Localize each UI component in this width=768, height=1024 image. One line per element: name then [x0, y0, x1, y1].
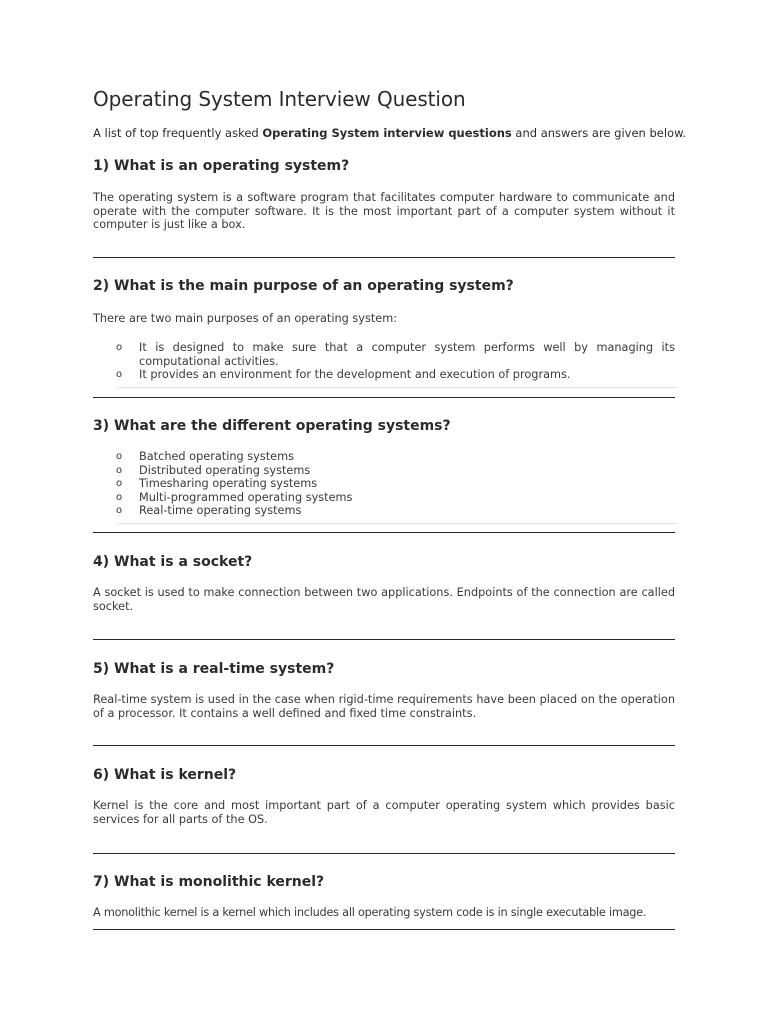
purpose-list — [93, 341, 675, 382]
question-7: 7) What is monolithic kernel? — [93, 874, 325, 890]
bullet-icon: o — [116, 342, 123, 353]
answer-7: A monolithic kernel is a kernel which includes all operating system code is in single executable image. — [93, 906, 647, 919]
list-item-text: It is designed to make sure that a computer system performs well by managing its computational activities. — [139, 341, 675, 368]
bullet-icon: o — [116, 369, 123, 380]
list-underline-2 — [116, 387, 677, 388]
list-item — [93, 450, 675, 464]
divider-5 — [93, 745, 675, 746]
list-item — [93, 341, 675, 368]
intro-prefix: A list of top frequently asked — [93, 126, 263, 140]
answer-6: Kernel is the core and most important part of a computer operating system which provides basic services for all parts of the OS. — [93, 799, 675, 826]
intro-suffix: and answers are given below. — [511, 126, 687, 140]
bullet-icon: o — [116, 478, 123, 489]
bullet-icon: o — [116, 491, 123, 503]
question-5: 5) What is a real-time system? — [93, 661, 335, 677]
list-underline-3 — [116, 523, 677, 524]
intro-bold: Operating System interview questions — [262, 126, 512, 140]
list-item — [93, 491, 675, 505]
list-item-text: Distributed operating systems — [139, 463, 311, 477]
answer-2: There are two main purposes of an operating system: — [93, 312, 398, 325]
list-item — [93, 477, 675, 491]
list-item-text: Real-time operating systems — [139, 504, 302, 517]
question-1: 1) What is an operating system? — [93, 158, 350, 174]
answer-5: Real-time system is used in the case when rigid-time requirements have been placed on the operation of a processor. It contains a well defined and fixed time constraints. — [93, 693, 675, 720]
question-4: 4) What is a socket? — [93, 554, 253, 570]
list-item — [93, 368, 675, 382]
question-2: 2) What is the main purpose of an operating system? — [93, 278, 514, 294]
list-item-text: Timesharing operating systems — [139, 477, 318, 490]
divider-3 — [93, 532, 675, 533]
os-types-list — [93, 450, 675, 518]
divider-7 — [93, 929, 675, 930]
intro-paragraph — [93, 126, 687, 141]
divider-4 — [93, 639, 675, 640]
answer-1: The operating system is a software program that facilitates computer hardware to communicate and operate with the computer software. It is the most important part of a computer system without it computer is just like a box. — [93, 191, 675, 231]
page-title: Operating System Interview Question — [93, 87, 466, 111]
list-item-text: Multi-programmed operating systems — [139, 490, 353, 504]
list-item-text: It provides an environment for the development and execution of programs. — [139, 368, 571, 381]
bullet-icon: o — [116, 505, 123, 516]
question-3: 3) What are the different operating systems? — [93, 418, 451, 434]
divider-6 — [93, 853, 675, 854]
bullet-icon: o — [116, 451, 123, 462]
list-item — [93, 464, 675, 478]
question-6: 6) What is kernel? — [93, 767, 237, 783]
bullet-icon: o — [116, 464, 123, 476]
divider-2 — [93, 397, 675, 398]
list-item-text: Batched operating systems — [139, 450, 295, 463]
answer-4: A socket is used to make connection between two applications. Endpoints of the connection are called socket. — [93, 586, 675, 613]
divider-1 — [93, 257, 675, 258]
list-item — [93, 504, 675, 518]
